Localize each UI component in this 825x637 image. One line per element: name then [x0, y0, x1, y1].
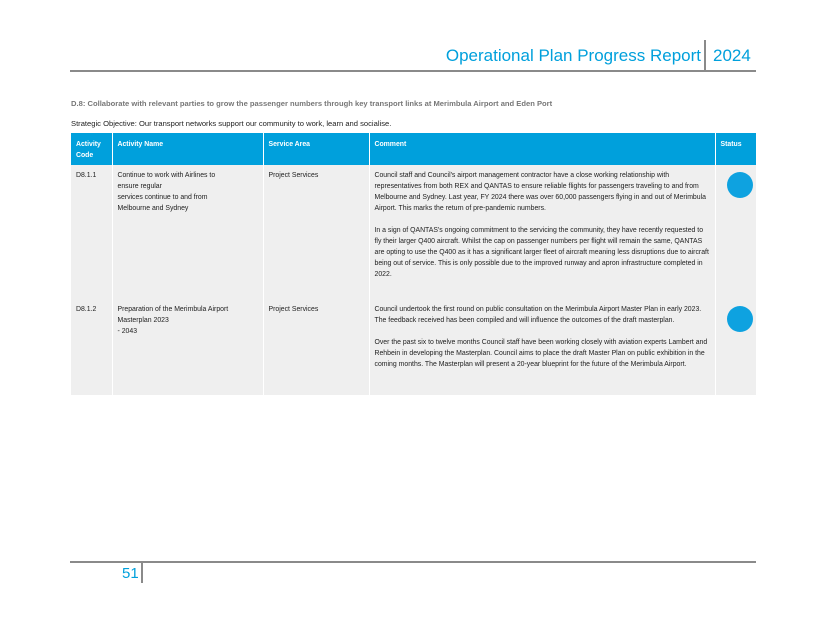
activity-name-cell: Preparation of the Merimbula Airport Masterplan 2023 - 2043: [112, 299, 263, 395]
report-year: 2024: [713, 46, 751, 65]
table-header-row: [71, 133, 756, 165]
section-heading: D.8: Collaborate with relevant parties to grow the passenger numbers through key transport links at Merimbula Airport and Eden Port: [71, 99, 553, 108]
header-divider: [704, 40, 706, 70]
activity-table: [71, 133, 756, 395]
status-indicator: [727, 172, 753, 198]
service-area-cell: Project Services: [263, 299, 369, 395]
comment-cell: Council staff and Council's airport management contractor have a close working relationship with representatives from both REX and QANTAS to ensure reliable flights for passengers traveling to and from Melbourne and Sydney. Last year, FY 2024 there was over 60,000 passengers flying in and out of Merimbula Airport. This marks the return of pre-pandemic numbers. In a sign of QANTAS's ongoing commitment to the servicing the community, they have recently requested to fly their larger Q400 aircraft. Whilst the cap on passenger numbers per flight will remain the same, QANTAS are opting to use the Q400 as it has a significant larger fleet of aircraft meaning less disruptions due to aircraft being out of service. This is only possible due to the improved runway and apron infrastructure completed in 2022.: [369, 165, 715, 299]
column-header-comment: Comment: [369, 133, 715, 165]
header-rule: [70, 70, 756, 72]
status-cell: [715, 165, 756, 299]
activity-code-cell: D8.1.2: [71, 299, 112, 395]
activity-code-cell: D8.1.1: [71, 165, 112, 299]
status-cell: [715, 299, 756, 395]
column-header-status: Status: [715, 133, 756, 165]
comment-cell: Council undertook the first round on public consultation on the Merimbula Airport Master Plan in early 2023. The feedback received has been compiled and will influence the outcomes of the draft masterplan. Over the past six to twelve months Council staff have been working closely with aviation experts Lambert and Rehbein in developing the Masterplan. Council aims to place the draft Master Plan on public exhibition in the coming months. The Masterplan will present a 20-year blueprint for the future of the Merimbula Airport.: [369, 299, 715, 395]
table-row: [71, 299, 756, 395]
column-header-activity-name: Activity Name: [112, 133, 263, 165]
footer-divider: [141, 563, 143, 583]
column-header-activity-code: Activity Code: [71, 133, 112, 165]
table-row: [71, 165, 756, 299]
page-number: 51: [122, 565, 139, 582]
status-indicator: [727, 306, 753, 332]
report-title: Operational Plan Progress Report: [445, 46, 701, 65]
activity-name-cell: Continue to work with Airlines to ensure regular services continue to and from Melbourne and Sydney: [112, 165, 263, 299]
column-header-service-area: Service Area: [263, 133, 369, 165]
footer-rule: [70, 561, 756, 563]
service-area-cell: Project Services: [263, 165, 369, 299]
strategic-objective: Strategic Objective: Our transport networks support our community to work, learn and socialise.: [71, 119, 392, 128]
